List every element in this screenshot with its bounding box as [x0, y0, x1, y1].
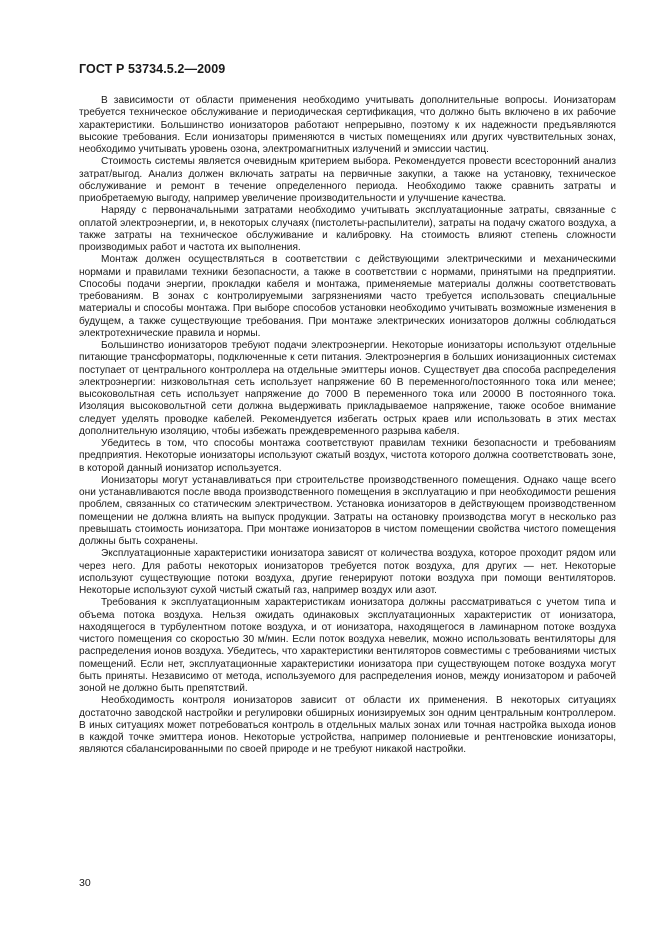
paragraph: Ионизаторы могут устанавливаться при строительстве производственного помещения. Однако чаще всего они устанавливаются после ввода производственного помещения в эксплуатацию и при необходимости решения проблем, связанных со статическим электричеством. Установка ионизаторов в действующем производственном помещении не должна влиять на выпуск продукции. Затраты на остановку производства могут в несколько раз превышать стоимость ионизатора. При монтаже ионизаторов в чистом помещении свойства чистого помещения должны быть сохранены. [79, 474, 616, 547]
paragraph: Большинство ионизаторов требуют подачи электроэнергии. Некоторые ионизаторы используют отдельные питающие трансформаторы, подключенные к сети питания. Электроэнергия в больших ионизационных системах поступает от центрального контроллера на отдельные эмиттеры ионов. Существует два способа распределения электроэнергии: низковольтная сеть использует напряжение 60 В переменного/постоянного тока или менее; высоковольтная сеть использует напряжение до 7000 В переменного тока или 20000 В постоянного тока. Изоляция высоковольтной сети должна выдерживать прикладываемое напряжение, также особое внимание следует уделять проводке кабелей. Рекомендуется избегать острых краев или использовать в этих местах дополнительную изоляцию, чтобы избежать преждевременного разрыва кабеля. [79, 340, 616, 437]
paragraph: Эксплуатационные характеристики ионизатора зависят от количества воздуха, которое проходит рядом или через него. Для работы некоторых ионизаторов требуется поток воздуха, для других — нет. Некоторые используют существующие потоки воздуха, другие генерируют потоки воздуха при помощи вентиляторов. Некоторые используют сухой чистый сжатый газ, например воздух или азот. [79, 548, 616, 596]
paragraph: Убедитесь в том, что способы монтажа соответствуют правилам техники безопасности и требованиям предприятия. Некоторые ионизаторы используют сжатый воздух, чистота которого должна соответствовать зоне, в которой данный ионизатор используется. [79, 438, 616, 474]
paragraph: Стоимость системы является очевидным критерием выбора. Рекомендуется провести всесторонний анализ затрат/выгод. Анализ должен включать затраты на первичные закупки, а также на установку, техническое обслуживание и ремонт в течение определенного периода. Необходимо также сравнить затраты и приобретаемую выгоду, например увеличение производительности и улучшение качества. [79, 156, 616, 204]
paragraph: Монтаж должен осуществляться в соответствии с действующими электрическими и механическими нормами и правилами техники безопасности, а также в соответствии с нормами, принятыми на предприятии. Способы подачи энергии, прокладки кабеля и монтажа, применяемые материалы должны соответствовать требованиям. В зонах с контролируемыми загрязнениями часто требуется использовать специальные материалы и способы монтажа. При выборе способов установки необходимо учитывать возможные изменения в будущем, а также существующие требования. При монтаже электрических ионизаторов должны соблюдаться электротехнические правила и нормы. [79, 254, 616, 339]
paragraph: Наряду с первоначальными затратами необходимо учитывать эксплуатационные затраты, связанные с оплатой электроэнергии, и, в некоторых случаях (пистолеты-распылители), затраты на подачу сжатого воздуха, а также затраты на техническое обслуживание и калибровку. На стоимость влияют степень сложности производимых работ и частота их выполнения. [79, 205, 616, 253]
document-header: ГОСТ Р 53734.5.2—2009 [79, 62, 226, 76]
body-text [79, 95, 616, 757]
paragraph: В зависимости от области применения необходимо учитывать дополнительные вопросы. Ионизаторам требуется техническое обслуживание и периодическая сертификация, что должно быть включено в их рабочие характеристики. Большинство ионизаторов работают непрерывно, поэтому к их надежности предъявляются высокие требования. Если ионизаторы применяются в чистых помещениях или других чувствительных зонах, необходимо учитывать уровень озона, электромагнитных излучений и эмиссии частиц. [79, 95, 616, 155]
paragraph: Необходимость контроля ионизаторов зависит от области их применения. В некоторых ситуациях достаточно заводской настройки и регулировки обширных ионизируемых зон одним центральным контроллером. В иных ситуациях может потребоваться контроль в отдельных малых зонах или точная настройка выхода ионов в каждой точке эмиттера ионов. Некоторые устройства, например полониевые и рентгеновские ионизаторы, являются сбалансированными по своей природе и не требуют никакой настройки. [79, 695, 616, 756]
paragraph: Требования к эксплуатационным характеристикам ионизатора должны рассматриваться с учетом типа и объема потока воздуха. Нельзя ожидать одинаковых эксплуатационных характеристик от ионизатора, находящегося в турбулентном потоке воздуха, и от ионизатора, находящегося в ламинарном потоке воздуха чистого помещения со скоростью 30 м/мин. Если поток воздуха невелик, можно использовать вентиляторы для распределения ионов воздуха. Убедитесь, что характеристики вентиляторов совместимы с требованиями чистых помещений. Если нет, эксплуатационные характеристики ионизатора при существующем потоке воздуха могут быть приняты. Независимо от метода, используемого для распределения ионов, между ионизатором и рабочей зоной не должно быть препятствий. [79, 597, 616, 694]
page-number: 30 [79, 877, 91, 889]
